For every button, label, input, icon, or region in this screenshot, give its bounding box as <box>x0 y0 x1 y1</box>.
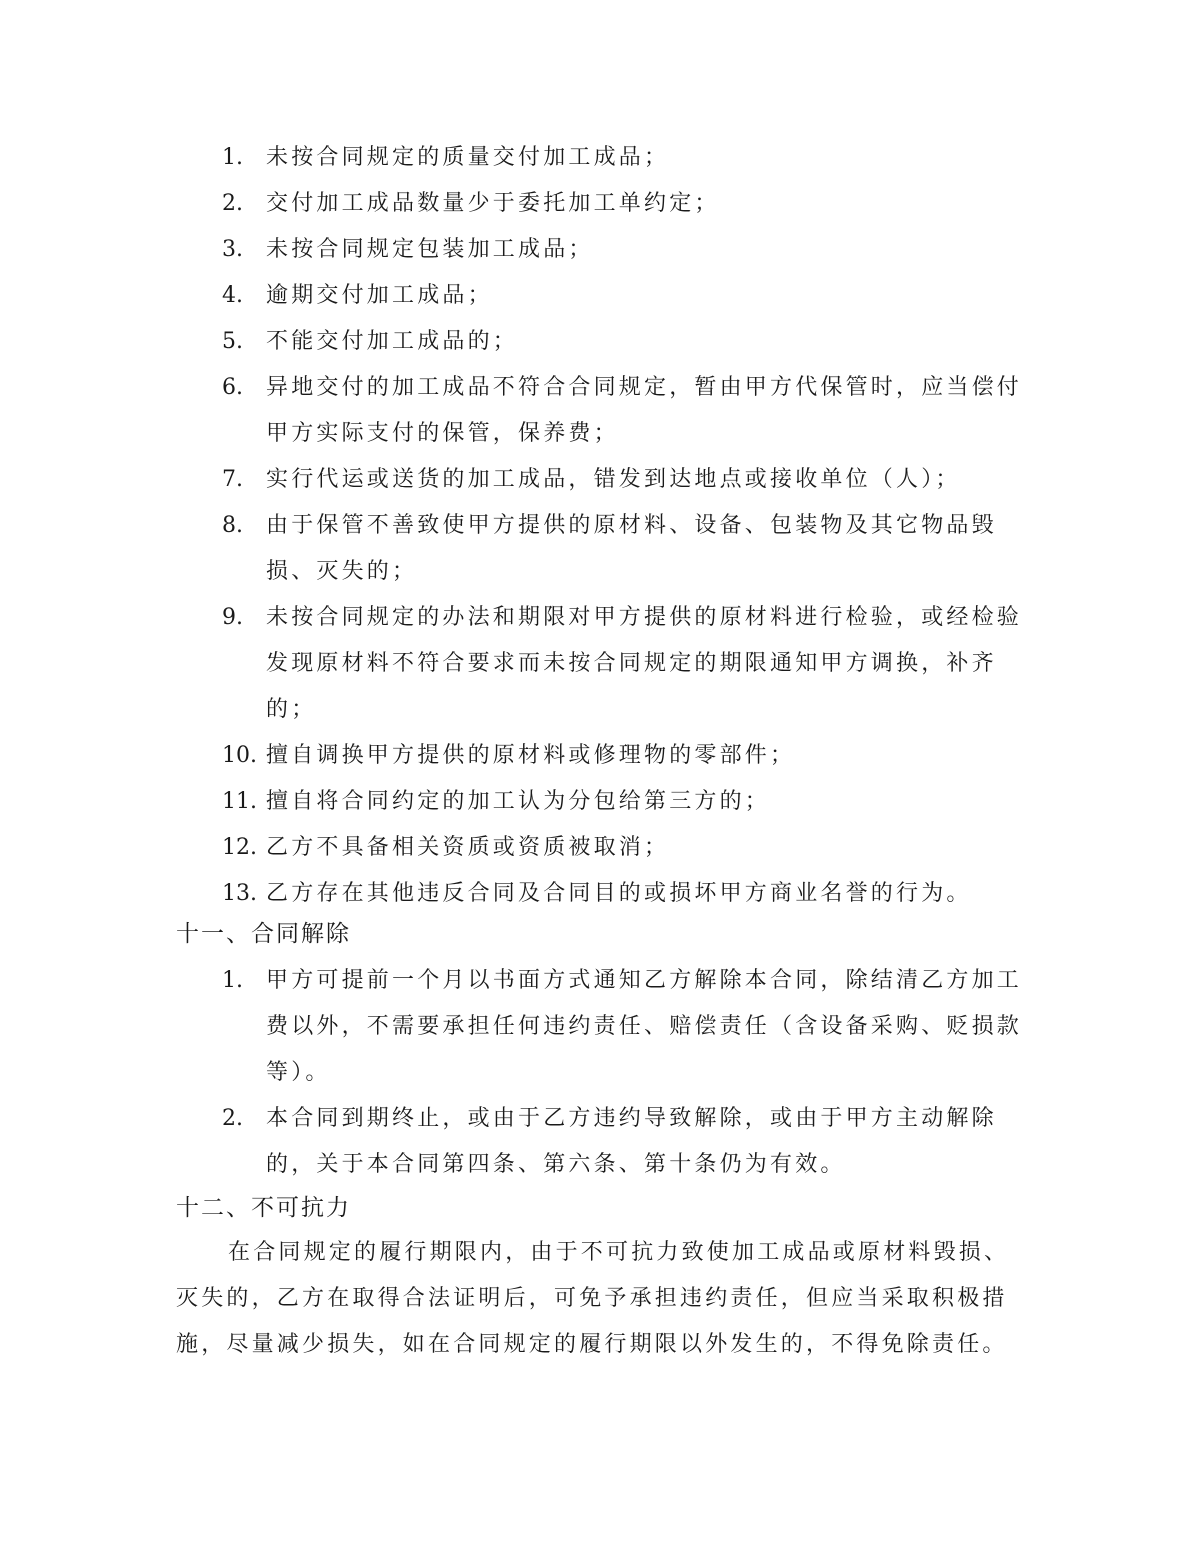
list-item-number: 9. <box>222 605 243 630</box>
list-item-text: 由于保管不善致使甲方提供的原材料、设备、包装物及其它物品毁损、灭失的； <box>266 513 997 584</box>
list-item <box>222 1096 1022 1188</box>
list-item-number: 2. <box>222 191 243 216</box>
list-item-number: 2. <box>222 1106 243 1131</box>
list-item <box>222 825 1022 871</box>
list-item-text: 不能交付加工成品的； <box>266 329 519 354</box>
list-item-number: 10. <box>222 743 257 768</box>
force-majeure-paragraph: 在合同规定的履行期限内，由于不可抗力致使加工成品或原材料毁损、灭失的，乙方在取得合法证明后，可免予承担违约责任，但应当采取积极措施，尽量减少损失，如在合同规定的履行期限以外发生的，不得免除责任。 <box>176 1240 1010 1357</box>
list-item-text: 乙方存在其他违反合同及合同目的或损坏甲方商业名誉的行为。 <box>266 881 972 906</box>
list-item-text: 交付加工成品数量少于委托加工单约定； <box>266 191 720 216</box>
list-item-text: 擅自调换甲方提供的原材料或修理物的零部件； <box>266 743 796 768</box>
breach-list <box>222 135 1022 917</box>
list-item <box>222 181 1022 227</box>
list-item-text: 乙方不具备相关资质或资质被取消； <box>266 835 670 860</box>
list-item-number: 8. <box>222 513 243 538</box>
section-heading-force-majeure: 十二、不可抗力 <box>176 1195 351 1221</box>
list-item <box>222 135 1022 181</box>
list-item <box>222 779 1022 825</box>
list-item <box>222 457 1022 503</box>
list-item <box>222 733 1022 779</box>
list-item-text: 未按合同规定的质量交付加工成品； <box>266 145 670 170</box>
list-item-number: 12. <box>222 835 257 860</box>
list-item <box>222 365 1022 457</box>
list-item-text: 实行代运或送货的加工成品，错发到达地点或接收单位（人）； <box>266 467 961 492</box>
list-item-number: 5. <box>222 329 243 354</box>
termination-list <box>222 958 1022 1188</box>
list-item-text: 逾期交付加工成品； <box>266 283 493 308</box>
section-heading-termination: 十一、合同解除 <box>176 921 351 947</box>
list-item-text: 擅自将合同约定的加工认为分包给第三方的； <box>266 789 771 814</box>
list-item-text: 异地交付的加工成品不符合合同规定，暂由甲方代保管时，应当偿付甲方实际支付的保管，保养费； <box>266 375 1023 446</box>
list-item-number: 1. <box>222 968 243 993</box>
list-item <box>222 871 1022 917</box>
list-item-number: 1. <box>222 145 243 170</box>
list-item-number: 6. <box>222 375 243 400</box>
list-item-number: 4. <box>222 283 243 308</box>
list-item-number: 11. <box>222 789 257 814</box>
list-item-text: 本合同到期终止，或由于乙方违约导致解除，或由于甲方主动解除的，关于本合同第四条、第六条、第十条仍为有效。 <box>266 1106 997 1177</box>
list-item-number: 3. <box>222 237 243 262</box>
list-item <box>222 227 1022 273</box>
list-item <box>222 958 1022 1096</box>
list-item <box>222 319 1022 365</box>
list-item-text: 甲方可提前一个月以书面方式通知乙方解除本合同，除结清乙方加工费以外，不需要承担任何违约责任、赔偿责任（含设备采购、贬损款等）。 <box>266 968 1023 1085</box>
list-item-number: 7. <box>222 467 243 492</box>
list-item-text: 未按合同规定的办法和期限对甲方提供的原材料进行检验，或经检验发现原材料不符合要求而未按合同规定的期限通知甲方调换，补齐的； <box>266 605 1023 722</box>
list-item <box>222 595 1022 733</box>
list-item-number: 13. <box>222 881 257 906</box>
list-item-text: 未按合同规定包装加工成品； <box>266 237 594 262</box>
list-item <box>222 503 1022 595</box>
list-item <box>222 273 1022 319</box>
